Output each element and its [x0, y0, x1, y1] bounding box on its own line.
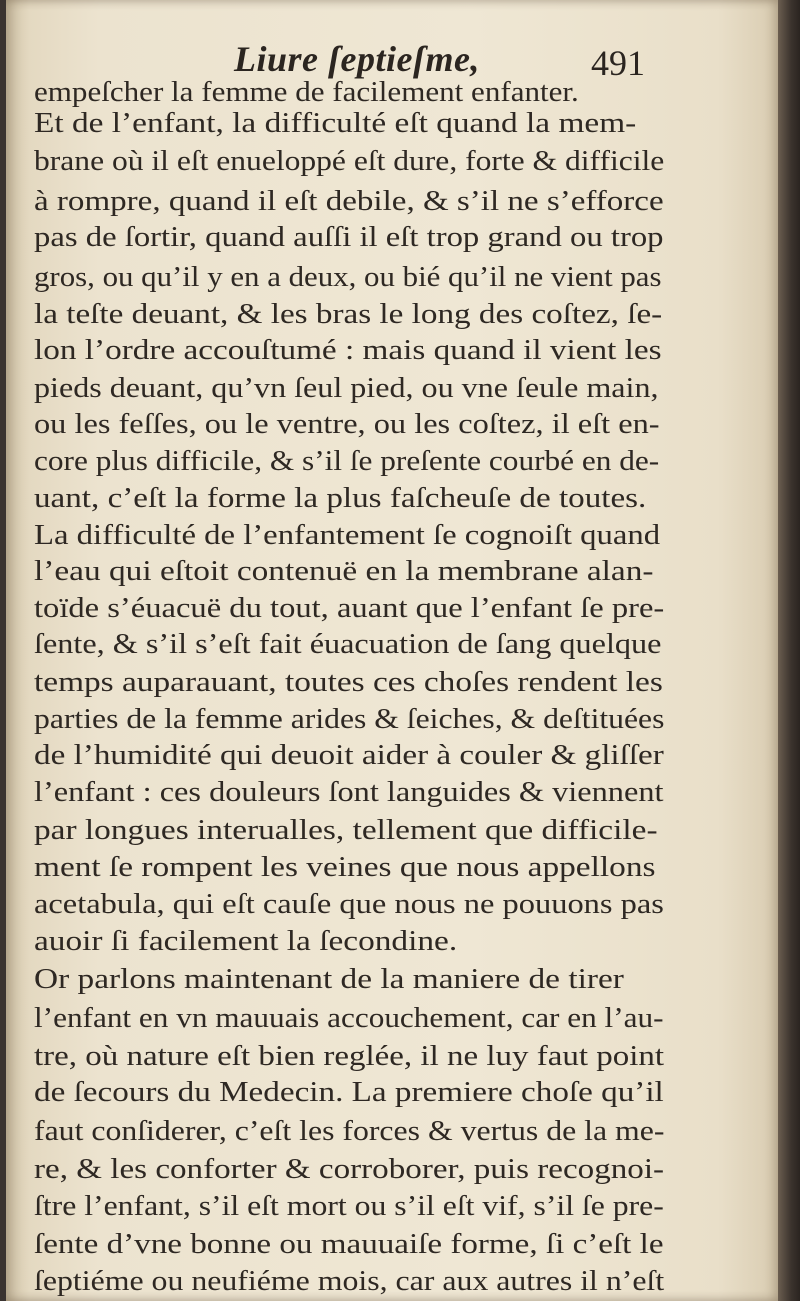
- text-line: toïde s’éuacuë du tout, auant que l’enfant ſe pre-: [34, 592, 665, 624]
- text-line: ſente d’vne bonne ou mauuaiſe forme, ſi c’eſt le: [34, 1228, 664, 1260]
- text-line: ment ſe rompent les veines que nous appellons: [34, 851, 656, 883]
- text-line: uant, c’eſt la forme la plus faſcheuſe de toutes.: [34, 482, 647, 514]
- text-line: pas de ſortir, quand auſſi il eſt trop grand ou trop: [34, 221, 664, 253]
- text-line: empeſcher la femme de facilement enfanter.: [34, 76, 579, 108]
- text-line: l’enfant : ces douleurs ſont languides & viennent: [34, 776, 664, 808]
- text-line: auoir ſi facilement la ſecondine.: [34, 925, 458, 957]
- text-line: lon l’ordre accouſtumé : mais quand il vient les: [34, 334, 662, 366]
- text-line: de l’humidité qui deuoit aider à couler & gliſſer: [34, 739, 664, 771]
- text-line: l’enfant en vn mauuais accouchement, car en l’au-: [34, 1002, 664, 1034]
- text-line: Or parlons maintenant de la maniere de tirer: [34, 963, 624, 995]
- text-line: ſente, & s’il s’eſt fait éuacuation de ſang quelque: [34, 628, 662, 660]
- text-line: par longues interualles, tellement que difficile-: [34, 814, 658, 846]
- text-line: La difficulté de l’enfantement ſe cognoiſt quand: [34, 519, 661, 551]
- text-line: gros, ou qu’il y en a deux, ou bié qu’il ne vient pas: [34, 261, 662, 293]
- book-spine-shadow: [778, 0, 800, 1301]
- text-line: faut conſiderer, c’eſt les forces & vertus de la me-: [34, 1115, 665, 1147]
- book-page: [6, 0, 780, 1301]
- text-line: pieds deuant, qu’vn ſeul pied, ou vne ſeule main,: [34, 372, 659, 404]
- text-line: brane où il eſt enueloppé eſt dure, forte & difficile: [34, 145, 665, 177]
- text-line: ou les feſſes, ou le ventre, ou les coſtez, il eſt en-: [34, 408, 660, 440]
- text-line: tre, où nature eſt bien reglée, il ne luy faut point: [34, 1040, 665, 1072]
- running-title: Liure ſeptieſme,: [234, 39, 480, 79]
- text-line: la teſte deuant, & les bras le long des coſtez, ſe-: [34, 298, 663, 330]
- text-line: parties de la femme arides & ſeiches, & deſtituées: [34, 703, 665, 735]
- text-line: ſeptiéme ou neufiéme mois, car aux autres il n’eſt: [34, 1265, 665, 1297]
- text-line: Et de l’enfant, la difficulté eſt quand la mem-: [34, 107, 637, 139]
- text-line: temps auparauant, toutes ces choſes rendent les: [34, 666, 663, 698]
- text-line: ſtre l’enfant, s’il eſt mort ou s’il eſt vif, s’il ſe pre-: [34, 1190, 664, 1222]
- text-line: re, & les conforter & corroborer, puis recognoi-: [34, 1153, 665, 1185]
- text-line: à rompre, quand il eſt debile, & s’il ne s’efforce: [34, 185, 664, 217]
- text-line: de ſecours du Medecin. La premiere choſe qu’il: [34, 1076, 664, 1108]
- text-line: acetabula, qui eſt cauſe que nous ne pouuons pas: [34, 888, 664, 920]
- page-number: 491: [591, 43, 645, 83]
- text-line: core plus difficile, & s’il ſe preſente courbé en de-: [34, 445, 660, 477]
- text-line: l’eau qui eſtoit contenuë en la membrane alan-: [34, 555, 654, 587]
